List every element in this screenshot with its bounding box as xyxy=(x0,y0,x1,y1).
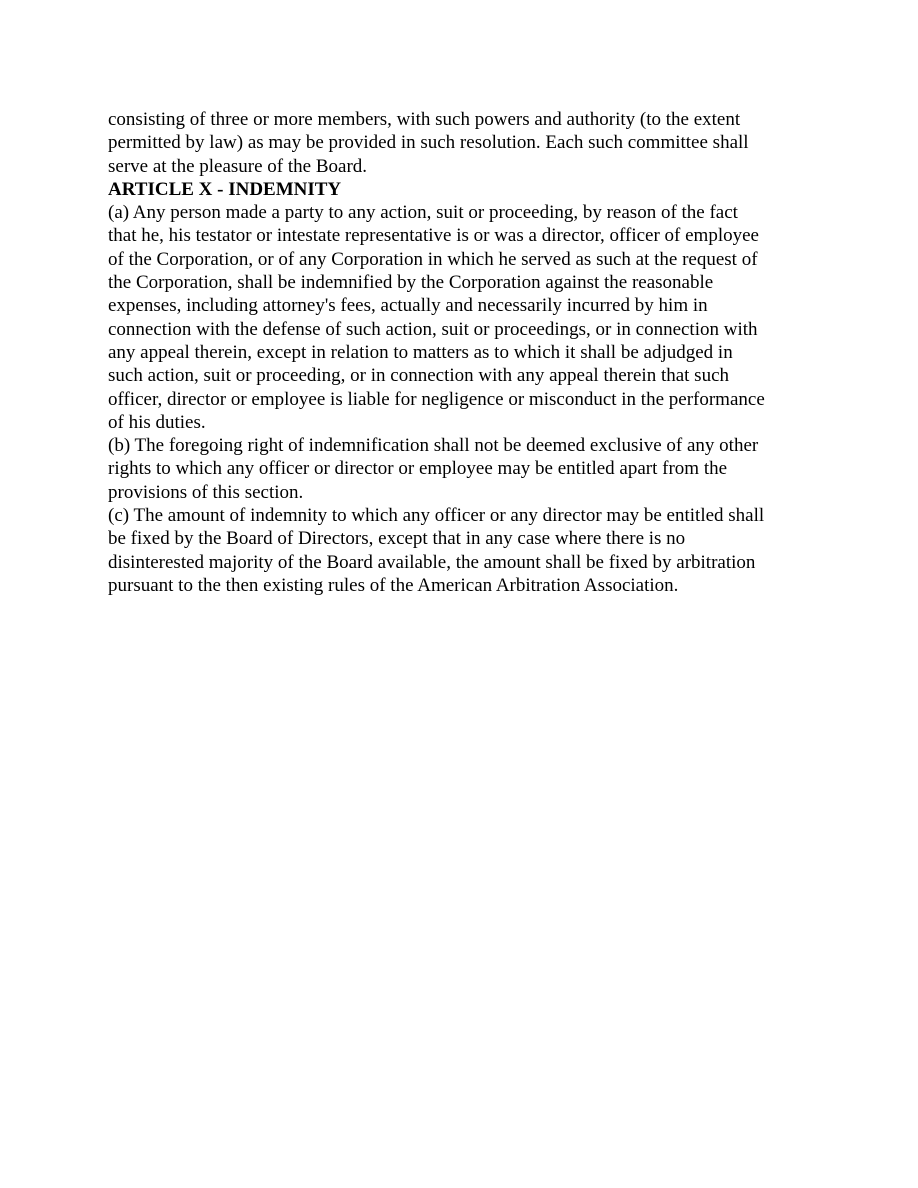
text-line: any appeal therein, except in relation to matters as to which it shall be adjudged in xyxy=(108,341,733,363)
text-line: consisting of three or more members, with such powers and authority (to the extent xyxy=(108,109,741,130)
text-line: serve at the pleasure of the Board. xyxy=(108,155,368,177)
text-line: expenses, including attorney's fees, actually and necessarily incurred by him in xyxy=(108,295,708,317)
text-line: disinterested majority of the Board available, the amount shall be fixed by arbitration xyxy=(108,551,756,573)
text-line: (c) The amount of indemnity to which any officer or any director may be entitled shall xyxy=(108,505,765,527)
text-line: the Corporation, shall be indemnified by the Corporation against the reasonable xyxy=(108,272,714,294)
article-heading: ARTICLE X - INDEMNITY xyxy=(108,178,342,200)
paragraph-b xyxy=(108,434,818,504)
intro-paragraph xyxy=(108,108,818,178)
text-line: connection with the defense of such action, suit or proceedings, or in connection with xyxy=(108,318,758,340)
text-line: of his duties. xyxy=(108,411,206,433)
text-line: (a) Any person made a party to any action, suit or proceeding, by reason of the fact xyxy=(108,202,738,224)
text-line: officer, director or employee is liable for negligence or misconduct in the performance xyxy=(108,388,765,410)
text-line: (b) The foregoing right of indemnification shall not be deemed exclusive of any other xyxy=(108,435,759,457)
paragraph-c xyxy=(108,504,818,597)
text-line: of the Corporation, or of any Corporation in which he served as such at the request of xyxy=(108,248,758,270)
text-line: rights to which any officer or director or employee may be entitled apart from the xyxy=(108,458,728,480)
text-line: be fixed by the Board of Directors, except that in any case where there is no xyxy=(108,528,686,550)
text-line: such action, suit or proceeding, or in connection with any appeal therein that such xyxy=(108,365,730,387)
text-line: permitted by law) as may be provided in such resolution. Each such committee shall xyxy=(108,132,749,154)
text-line: provisions of this section. xyxy=(108,481,304,503)
text-line: that he, his testator or intestate representative is or was a director, officer of employee xyxy=(108,225,759,247)
text-line: pursuant to the then existing rules of the American Arbitration Association. xyxy=(108,574,679,596)
document-page xyxy=(108,108,818,597)
paragraph-a xyxy=(108,201,818,434)
